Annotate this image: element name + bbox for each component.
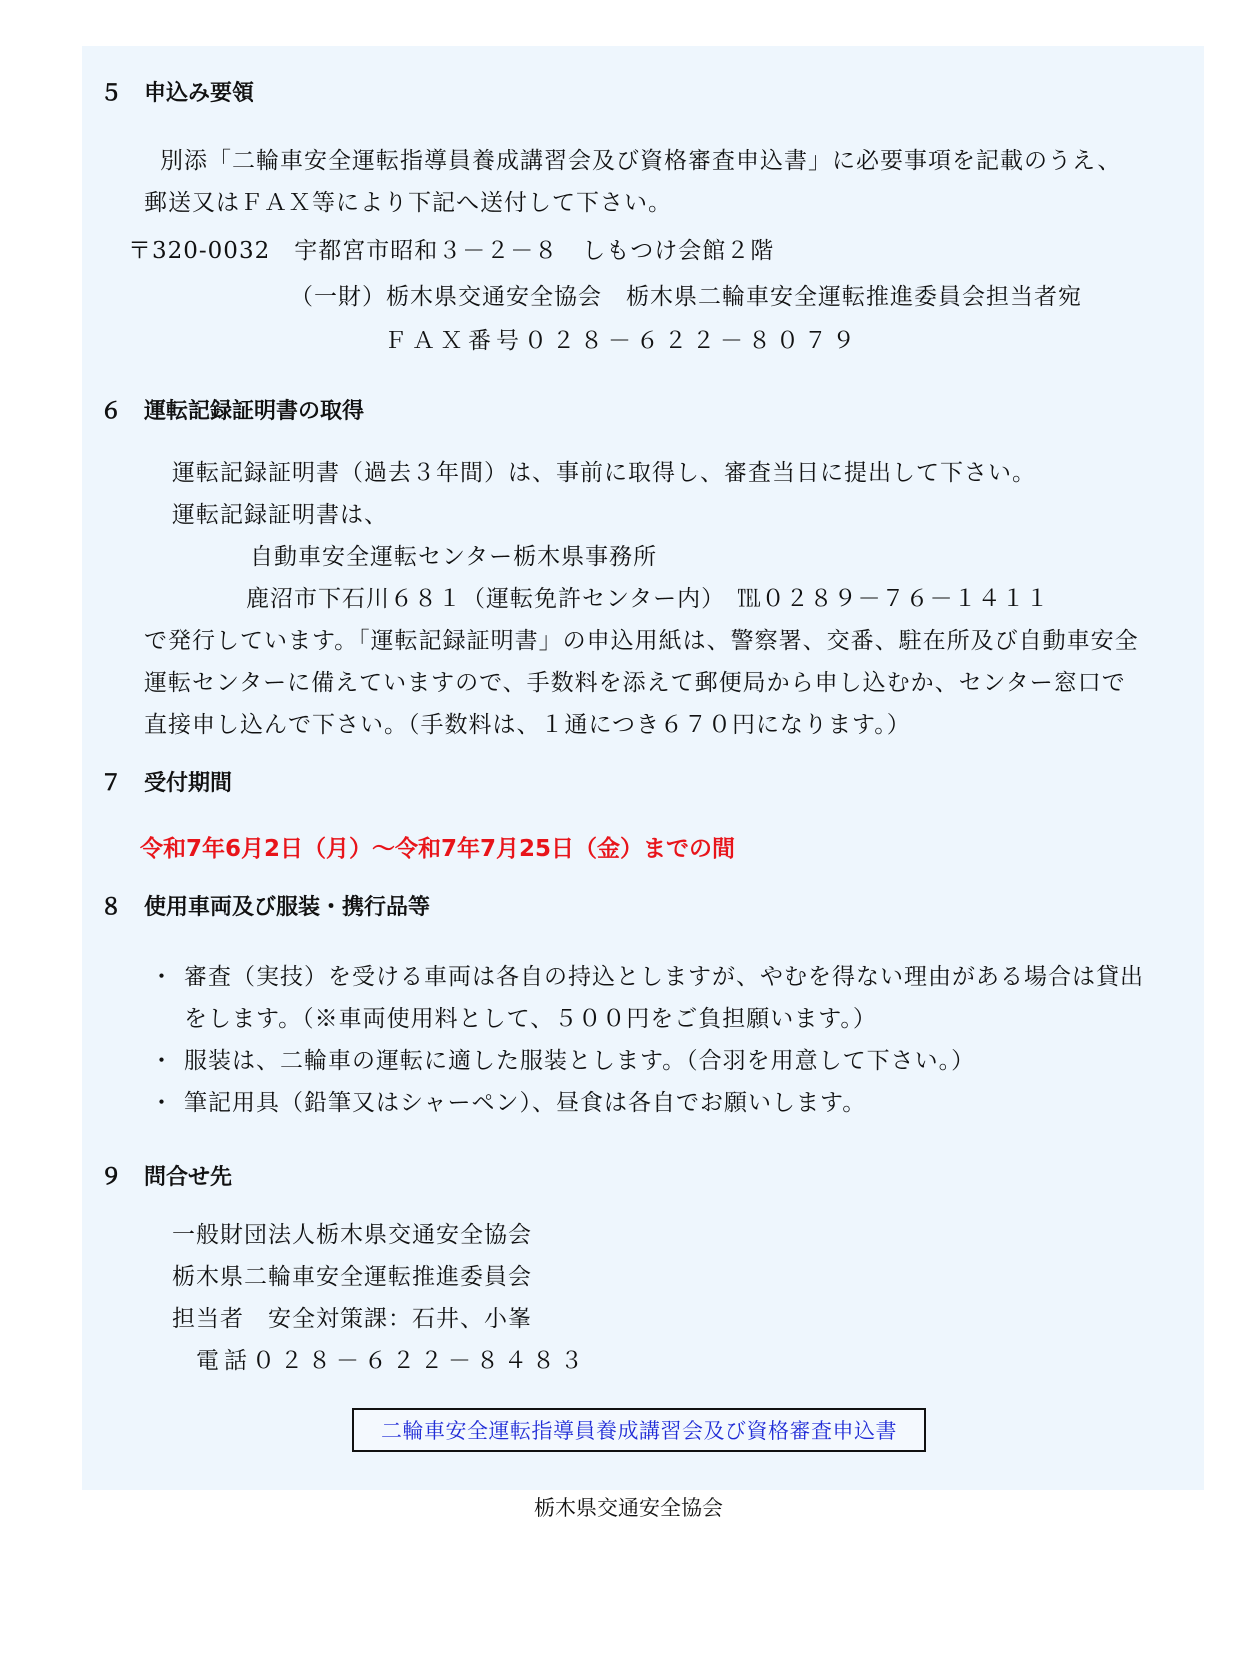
section-6-text-1: 運転記録証明書（過去３年間）は、事前に取得し、審査当日に提出して下さい。 (172, 460, 1036, 486)
section-5-heading: ５ 申込み要領 (100, 81, 255, 106)
section-7-heading: ７ 受付期間 (100, 771, 233, 796)
application-form-link[interactable]: 二輪車安全運転指導員養成講習会及び資格審査申込書 (352, 1408, 926, 1452)
bullet-marker: ・ (150, 1090, 173, 1116)
section-5-recipient: （一財）栃木県交通安全協会 栃木県二輪車安全運転推進委員会担当者宛 (290, 284, 1082, 310)
section-6-text-3: で発行しています。「運転記録証明書」の申込用紙は、警察署、交番、駐在所及び自動車安全 (144, 628, 1139, 654)
section-8-item-2: 服装は、二輪車の運転に適した服装とします。（合羽を用意して下さい。） (184, 1048, 976, 1074)
section-8-item-1a: 審査（実技）を受ける車両は各自の持込としますが、やむを得ない理由がある場合は貸出 (184, 964, 1144, 990)
contact-phone: 電話０２８－６２２－８４８３ (196, 1348, 588, 1374)
bullet-marker: ・ (150, 1048, 173, 1074)
footer-organization: 栃木県交通安全協会 (534, 1496, 723, 1520)
contact-org-2: 栃木県二輪車安全運転推進委員会 (172, 1264, 532, 1290)
section-5-address: 〒320-0032 宇都宮市昭和３－２－８ しもつけ会館２階 (128, 238, 775, 264)
section-6-text-2: 運転記録証明書は、 (172, 502, 388, 528)
section-5-text-1: 別添「二輪車安全運転指導員養成講習会及び資格審査申込書」に必要事項を記載のうえ、 (160, 148, 1122, 174)
section-6-center-address: 鹿沼市下石川６８１（運転免許センター内） ℡０２８９－７６－１４１１ (246, 586, 1050, 612)
section-5-text-2: 郵送又はＦＡＸ等により下記へ送付して下さい。 (144, 190, 672, 216)
section-6-center-name: 自動車安全運転センター栃木県事務所 (250, 544, 658, 570)
reception-period: 令和7年6月2日（月）～令和7年7月25日（金）までの間 (140, 836, 736, 862)
bullet-marker: ・ (150, 964, 173, 990)
section-6-text-4: 運転センターに備えていますので、手数料を添えて郵便局から申し込むか、センター窓口で (144, 670, 1126, 696)
section-9-heading: ９ 問合せ先 (100, 1165, 233, 1190)
contact-person: 担当者 安全対策課：石井、小峯 (172, 1306, 532, 1332)
section-8-heading: ８ 使用車両及び服装・携行品等 (100, 895, 431, 920)
section-5-fax: ＦＡＸ番号０２８－６２２－８０７９ (384, 328, 860, 354)
section-8-item-1b: をします。（※車両使用料として、５００円をご負担願います。） (184, 1006, 877, 1032)
contact-org-1: 一般財団法人栃木県交通安全協会 (172, 1222, 532, 1248)
section-6-text-5: 直接申し込んで下さい。（手数料は、１通につき６７０円になります。） (144, 712, 911, 738)
section-8-item-3: 筆記用具（鉛筆又はシャーペン）、昼食は各自でお願いします。 (184, 1090, 867, 1116)
section-6-heading: ６ 運転記録証明書の取得 (100, 399, 365, 424)
